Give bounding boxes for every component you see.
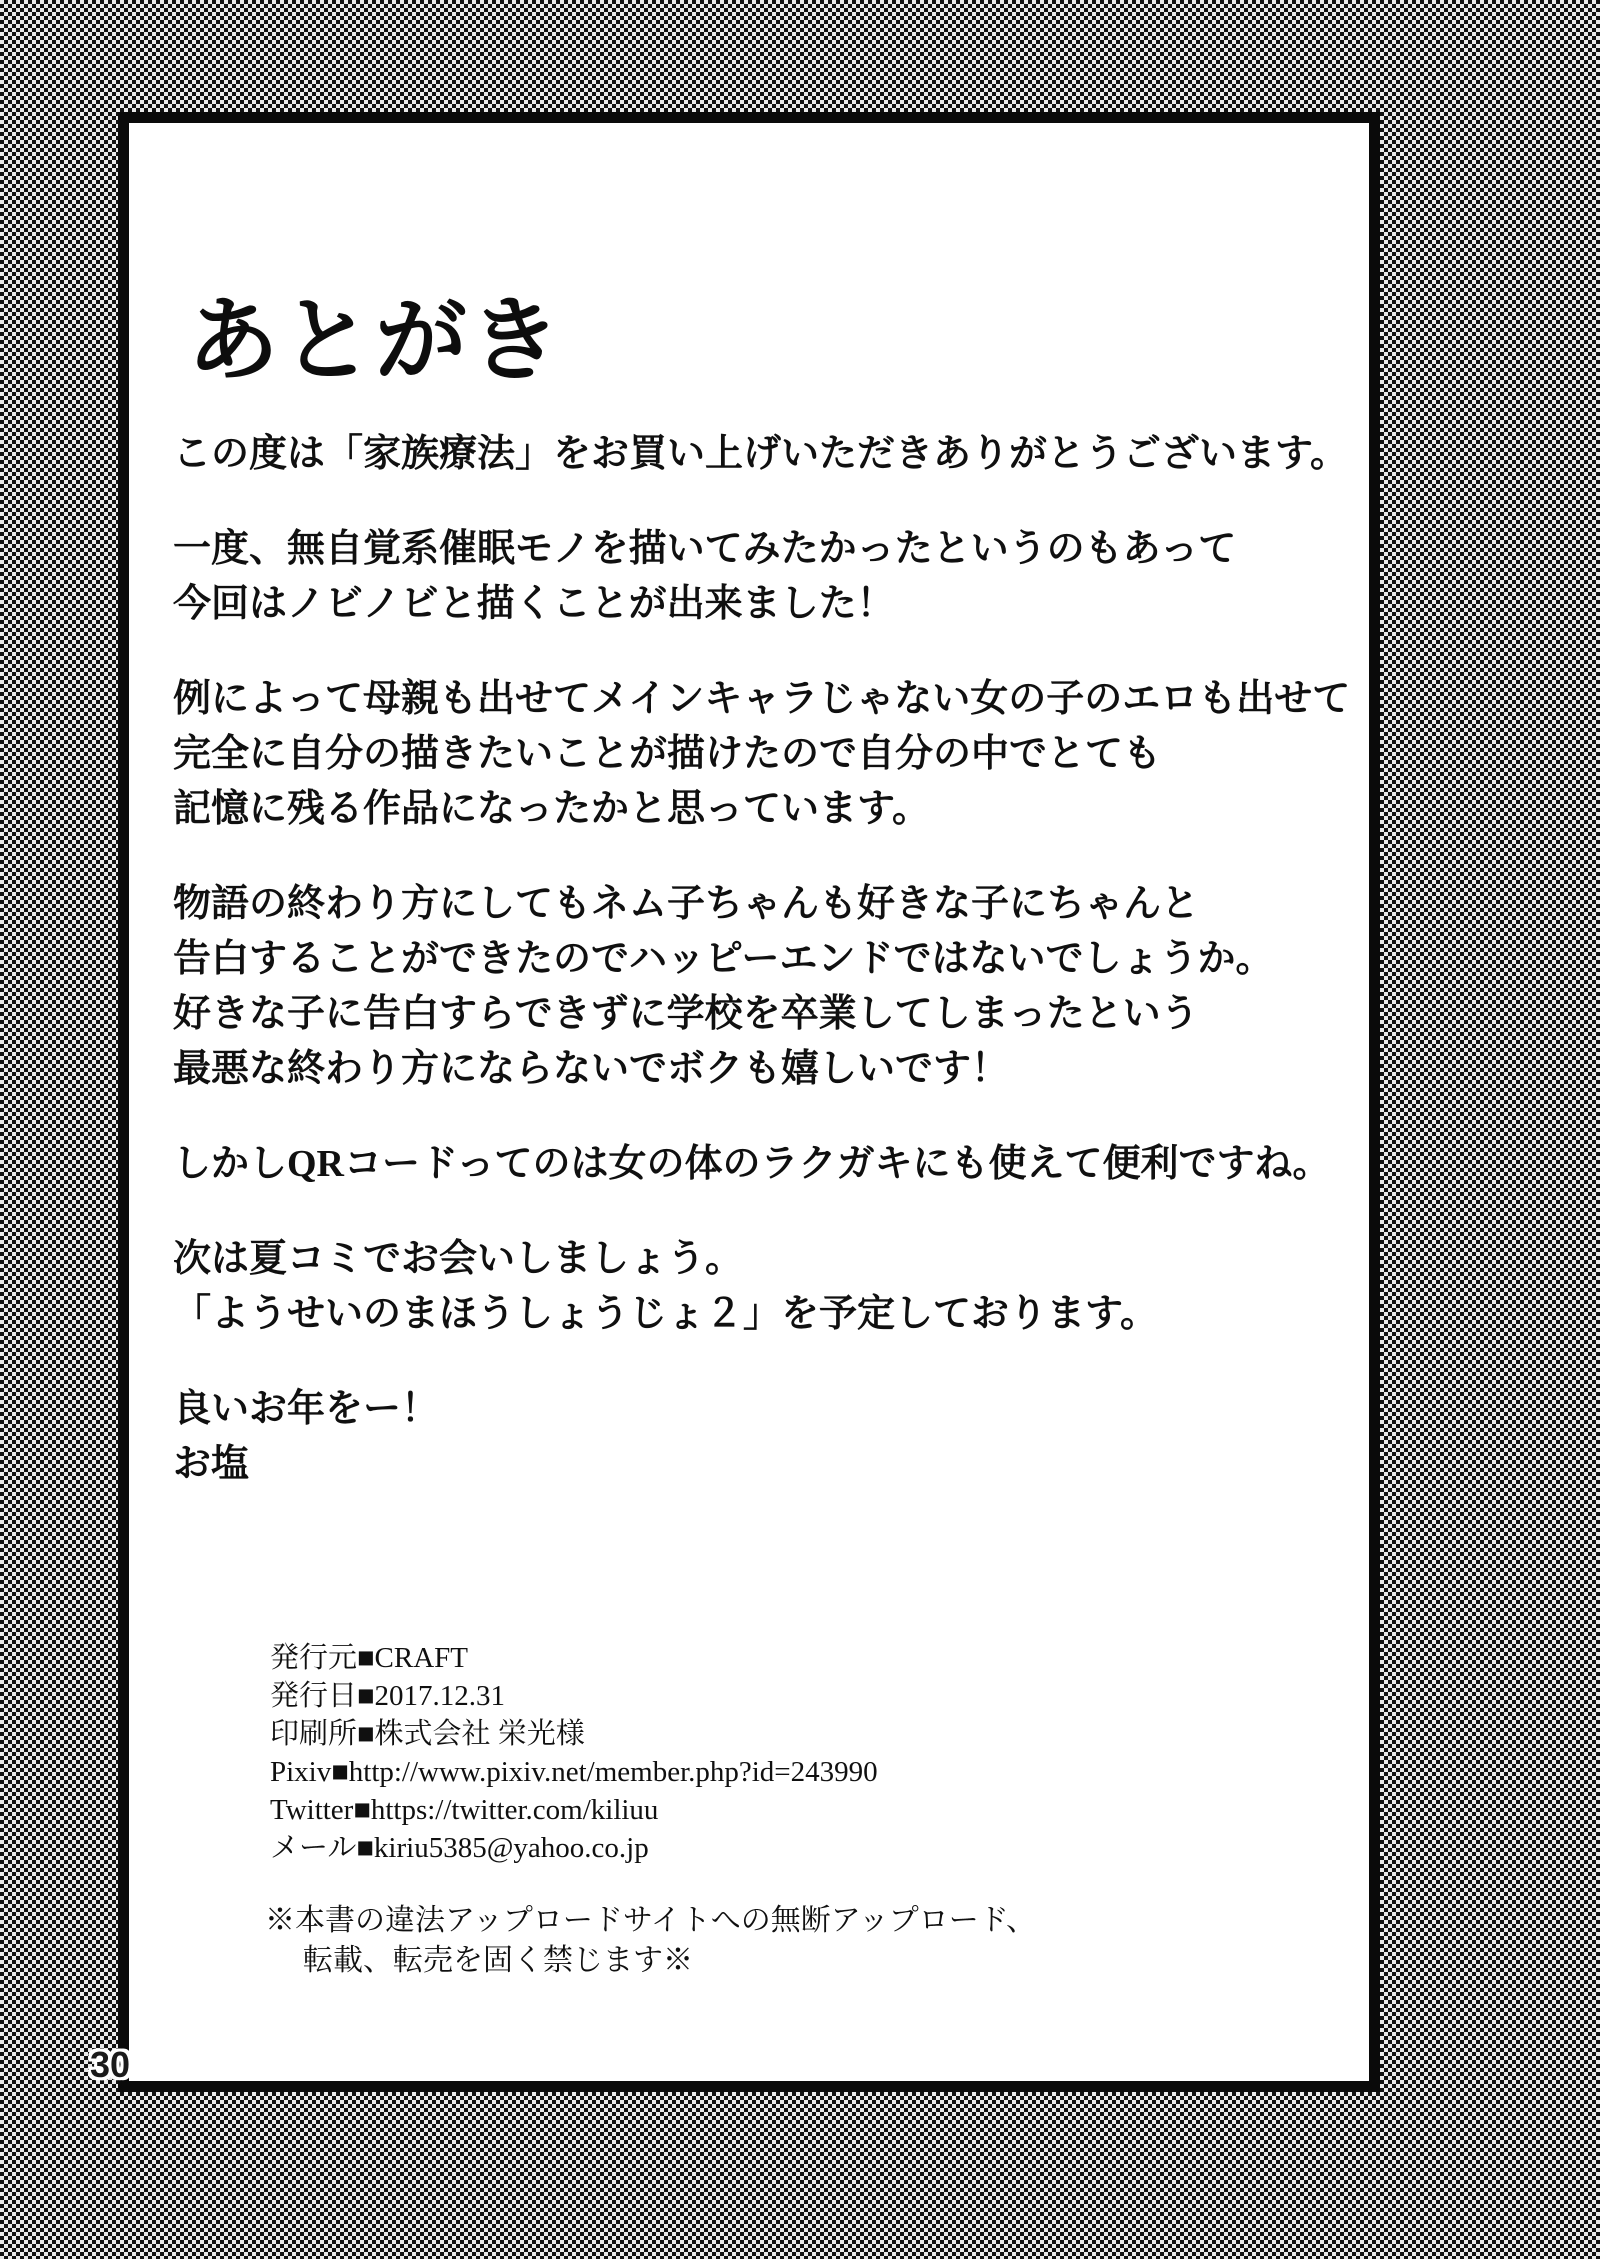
page-content: [129, 123, 1369, 2081]
text-line: 好きな子に告白すらできずに学校を卒業してしまったという: [173, 993, 1199, 1035]
afterword-paragraph: [173, 522, 1363, 632]
afterword-paragraph: [173, 1382, 1363, 1492]
text-line: 発行元■CRAFT: [270, 1642, 468, 1674]
text-line: 印刷所■株式会社 栄光様: [270, 1718, 585, 1750]
text-line: お塩: [173, 1443, 250, 1485]
text-line: しかしQRコードってのは女の体のラクガキにも使えて便利ですね。: [173, 1143, 1331, 1185]
text-line: 記憶に残る作品になったかと思っています。: [173, 788, 930, 830]
piracy-disclaimer: [265, 1901, 1036, 1981]
text-line: 告白することができたのでハッピーエンドではないでしょうか。: [173, 938, 1274, 980]
text-line: メール■kiriu5385@yahoo.co.jp: [270, 1832, 649, 1864]
manga-page: [118, 112, 1380, 2092]
afterword-paragraph: [173, 1137, 1363, 1192]
text-line: ※本書の違法アップロードサイトへの無断アップロード、: [265, 1904, 1036, 1937]
text-line: 例によって母親も出せてメインキャラじゃない女の子のエロも出せて: [173, 678, 1351, 720]
text-line: 次は夏コミでお会いしましょう。: [173, 1238, 744, 1280]
text-line: 転載、転売を固く禁じます※: [303, 1944, 693, 1977]
afterword-paragraph: [173, 1232, 1363, 1342]
text-line: 最悪な終わり方にならないでボクも嬉しいです！: [173, 1048, 1010, 1090]
text-line: 完全に自分の描きたいことが描けたので自分の中でとても: [173, 733, 1162, 775]
text-line: 今回はノビノビと描くことが出来ました！: [173, 583, 895, 625]
text-line: 一度、無自覚系催眠モノを描いてみたかったというのもあって: [173, 528, 1237, 570]
page-number: 30: [90, 2044, 131, 2085]
text-line: Pixiv■http://www.pixiv.net/member.php?id=243990: [270, 1756, 878, 1788]
text-line: 「ようせいのまほうしょうじょ２」を予定しております。: [173, 1293, 1158, 1335]
afterword-title: あとがき: [187, 290, 564, 392]
text-line: 発行日■2017.12.31: [270, 1680, 506, 1712]
afterword-paragraph: [173, 427, 1363, 482]
text-line: この度は「家族療法」をお買い上げいただきありがとうございます。: [173, 433, 1348, 475]
text-line: 物語の終わり方にしてもネム子ちゃんも好きな子にちゃんと: [173, 883, 1200, 925]
afterword-paragraph: [173, 877, 1363, 1097]
text-line: Twitter■https://twitter.com/kiliuu: [270, 1794, 659, 1826]
afterword-paragraph: [173, 672, 1363, 837]
text-line: 良いお年をー！: [173, 1388, 440, 1430]
afterword-body: [173, 427, 1363, 1532]
colophon-block: [270, 1639, 878, 1867]
